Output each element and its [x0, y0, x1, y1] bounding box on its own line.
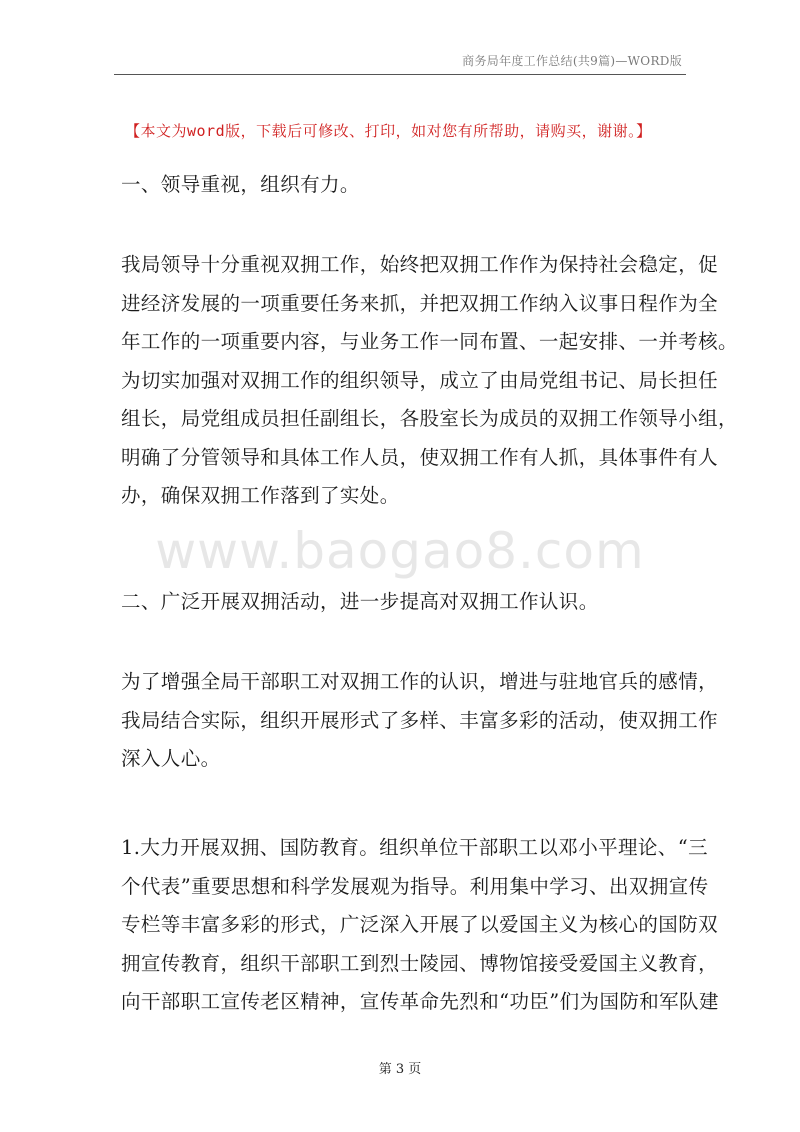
paragraph-3: [121, 829, 719, 1022]
paragraph-line: 专栏等丰富多彩的形式，广泛深入开展了以爱国主义为核心的国防双: [121, 913, 719, 936]
page-header-title: 商务局年度工作总结(共9篇)—WORD版: [462, 54, 682, 68]
header-divider: [114, 74, 686, 75]
paragraph-line: 1.大力开展双拥、国防教育。组织单位干部职工以邓小平理论、“三: [121, 836, 708, 859]
page-number: 第 3 页: [378, 1062, 422, 1077]
paragraph-line: 年工作的一项重要内容，与业务工作一同布置、一起安排、一并考核。: [121, 330, 738, 353]
paragraph-line: 办，确保双拥工作落到了实处。: [121, 484, 400, 507]
paragraph-line: 深入人心。: [121, 747, 221, 770]
watermark: www.baogao8.com: [155, 522, 645, 580]
paragraph-line: 为切实加强对双拥工作的组织领导，成立了由局党组书记、局长担任: [121, 368, 719, 392]
section-heading-1: 一、领导重视，组织有力。: [121, 173, 360, 196]
paragraph-line: 进经济发展的一项重要任务来抓，并把双拥工作纳入议事日程作为全: [121, 291, 719, 315]
paragraph-line: 我局结合实际，组织开展形式了多样、丰富多彩的活动，使双拥工作: [121, 708, 719, 732]
purchase-notice: 【本文为word版，下载后可修改、打印，如对您有所帮助，请购买，谢谢。】: [125, 122, 652, 140]
paragraph-1: [121, 246, 738, 516]
paragraph-line: 明确了分管领导和具体工作人员，使双拥工作有人抓，具体事件有人: [121, 445, 719, 469]
paragraph-line: 我局领导十分重视双拥工作，始终把双拥工作作为保持社会稳定，促: [121, 253, 719, 276]
paragraph-line: 组长，局党组成员担任副组长，各股室长为成员的双拥工作领导小组，: [121, 407, 738, 430]
paragraph-line: 个代表”重要思想和科学发展观为指导。利用集中学习、出双拥宣传: [121, 874, 709, 898]
paragraph-line: 拥宣传教育，组织干部职工到烈士陵园、博物馆接受爱国主义教育，: [121, 951, 719, 975]
section-heading-2: 二、广泛开展双拥活动，进一步提高对双拥工作认识。: [121, 590, 599, 613]
paragraph-2: [121, 663, 719, 779]
paragraph-line: 向干部职工宣传老区精神，宣传革命先烈和“功臣”们为国防和军队建: [121, 990, 719, 1013]
paragraph-line: 为了增强全局干部职工对双拥工作的认识，增进与驻地官兵的感情，: [121, 670, 719, 693]
